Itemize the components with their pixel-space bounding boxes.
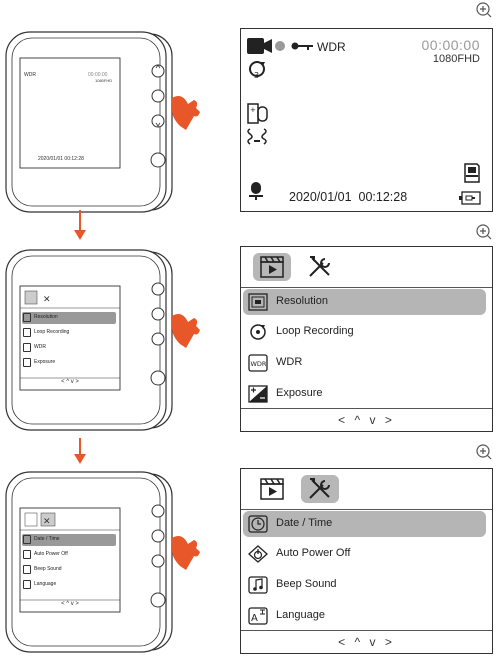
mini-status-mode: WDR [24, 72, 36, 78]
wrench-screwdriver-icon [301, 475, 339, 503]
recording-counter: 00:00:00 [421, 37, 480, 53]
record-dot-icon [275, 41, 285, 51]
menu-item-label: Resolution [276, 295, 328, 307]
date-time-readout: 2020/01/01 00:12:28 [289, 190, 408, 204]
wrench-screwdriver-icon [301, 253, 339, 281]
tab-video[interactable] [253, 253, 291, 281]
menu-item-language[interactable] [243, 603, 486, 629]
svg-text:A: A [251, 613, 258, 624]
mini-nav: < ^ v > [61, 379, 79, 385]
video-camera-icon [247, 37, 273, 55]
mini-menu-item: WDR [34, 344, 46, 350]
menu-item-label: Language [276, 609, 325, 621]
video-menu-panel [240, 246, 493, 432]
menu-item-label: Exposure [276, 387, 323, 399]
menu-item-auto-power-off[interactable] [243, 541, 486, 567]
menu-item-wdr[interactable] [243, 350, 486, 376]
mini-status-datetime: 2020/01/01 00:12:28 [38, 156, 84, 162]
menu-item-date-time[interactable] [243, 511, 486, 537]
resolution-indicator: 1080FHD [432, 53, 480, 65]
menu-item-label: Date / Time [276, 517, 333, 529]
menu-item-loop-recording[interactable] [243, 319, 486, 345]
menu-nav-bar[interactable]: < ^ v > [241, 408, 492, 431]
svg-text:WDR: WDR [250, 360, 267, 368]
svg-text:+: + [250, 106, 256, 114]
key-icon [291, 42, 313, 50]
clock-icon [248, 515, 268, 533]
mini-status-counter: 00:00:00 [88, 72, 108, 78]
mini-menu-item: Date / Time [34, 536, 60, 542]
mini-menu-item: Beep Sound [34, 566, 62, 572]
tab-settings[interactable] [301, 253, 339, 281]
mini-menu-item: Auto Power Off [34, 551, 68, 557]
sd-card-icon [463, 163, 481, 183]
status-screen-panel [240, 28, 493, 212]
svg-text:✕: ✕ [43, 295, 51, 305]
tab-settings[interactable] [301, 475, 339, 503]
device-illustration-2 [0, 246, 210, 436]
menu-item-label: Loop Recording [276, 325, 354, 337]
device-illustration-3 [0, 468, 210, 658]
menu-item-exposure[interactable] [243, 381, 486, 407]
zoom-in-icon[interactable] [476, 444, 492, 460]
clapperboard-icon [253, 253, 291, 281]
zoom-in-icon[interactable] [476, 224, 492, 240]
menu-item-label: Auto Power Off [276, 547, 351, 559]
motion-detection-icon [245, 127, 269, 147]
zoom-in-icon[interactable] [476, 2, 492, 18]
music-note-icon [248, 576, 268, 594]
battery-plug-icon [459, 191, 481, 205]
loop-recording-icon [248, 323, 268, 341]
wdr-icon [248, 354, 268, 372]
mini-menu-item: Exposure [34, 359, 56, 365]
settings-menu-panel [240, 468, 493, 654]
svg-text:✕: ✕ [43, 517, 51, 527]
menu-nav-bar[interactable]: < ^ v > [241, 630, 492, 653]
mini-menu-item: Loop Recording [34, 329, 70, 335]
mini-menu-item: Language [34, 581, 57, 587]
mode-label: WDR [317, 40, 346, 54]
mini-status-resolution: 1080FHD [95, 78, 113, 83]
exposure-icon [248, 385, 268, 403]
mini-nav: < ^ v > [61, 601, 79, 607]
menu-item-label: WDR [276, 356, 303, 368]
microphone-icon [247, 181, 265, 201]
menu-item-label: Beep Sound [276, 578, 337, 590]
menu-item-beep-sound[interactable] [243, 572, 486, 598]
loop-recording-icon [247, 59, 267, 79]
mini-menu-item: Resolution [34, 314, 58, 320]
svg-text:3: 3 [254, 71, 260, 79]
exposure-icon [247, 103, 269, 125]
power-off-icon [248, 545, 268, 563]
tab-video[interactable] [253, 475, 291, 503]
clapperboard-icon [253, 475, 291, 503]
resolution-icon [248, 293, 268, 311]
language-icon [248, 607, 268, 625]
menu-item-resolution[interactable] [243, 289, 486, 315]
